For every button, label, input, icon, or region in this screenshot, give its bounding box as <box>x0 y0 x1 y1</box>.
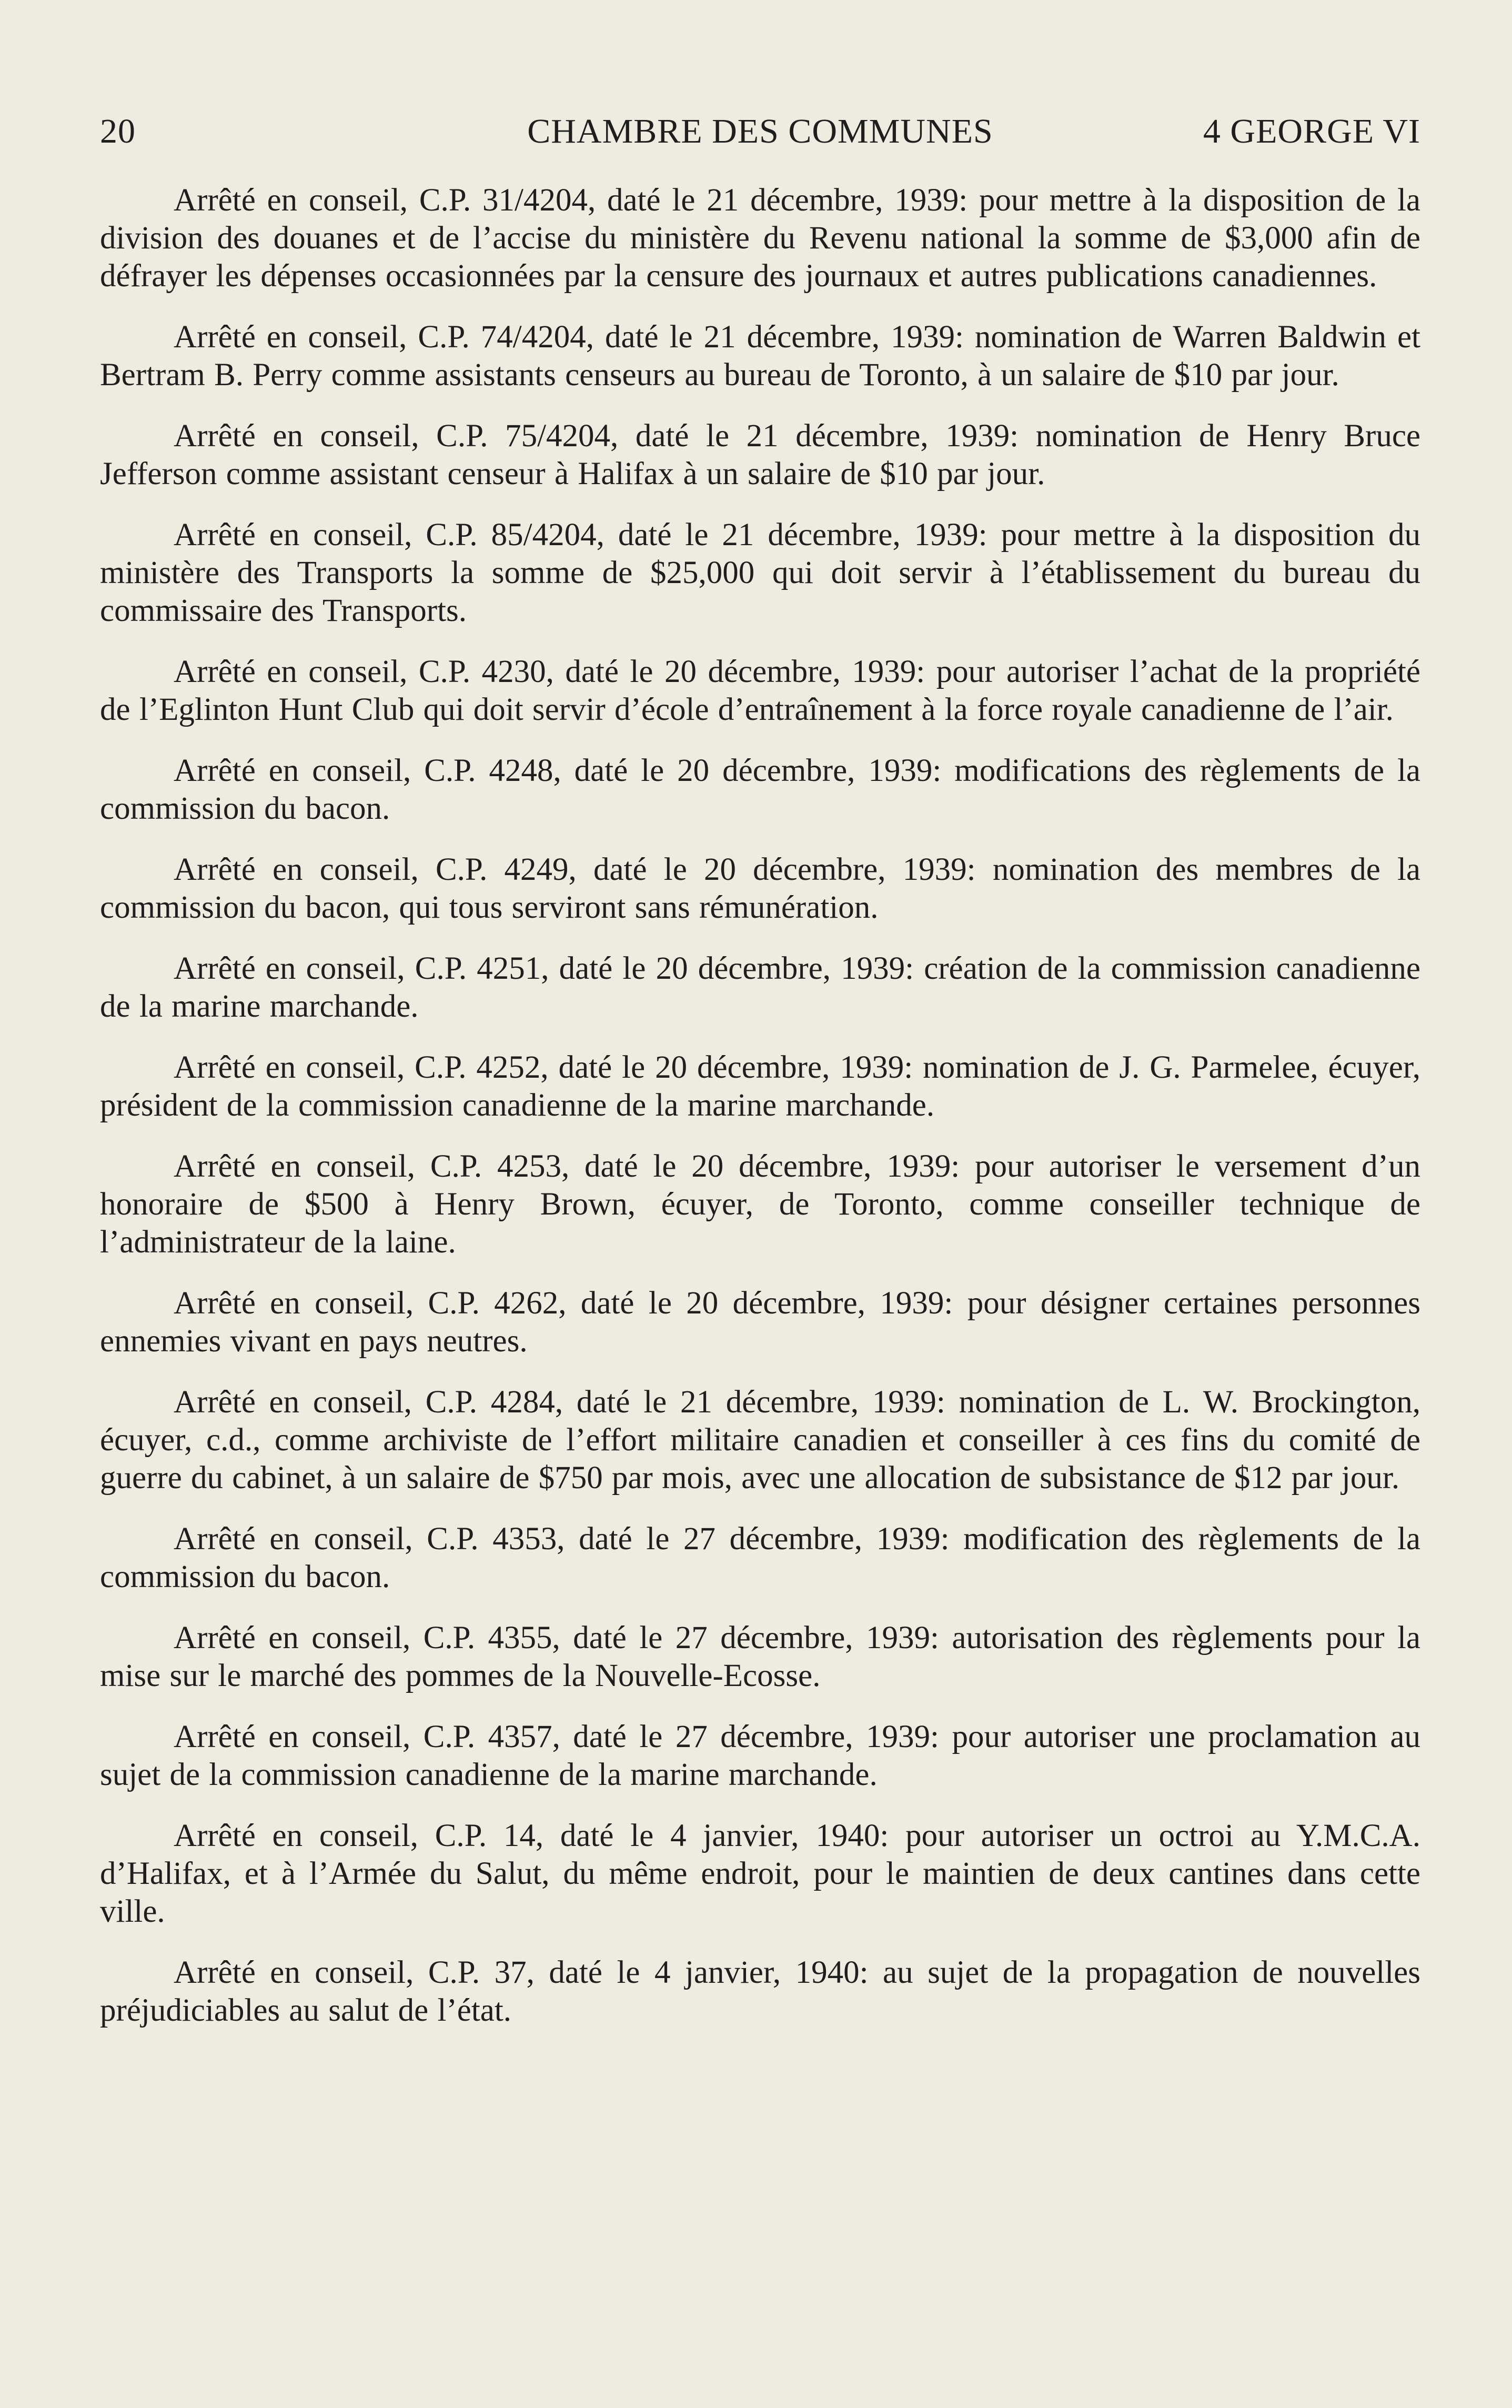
order-in-council-paragraph: Arrêté en conseil, C.P. 14, daté le 4 janvier, 1940: pour autoriser un octroi au Y.M.C.A. d’Halifax, et à l’Armée du Salut, du même endroit, pour le maintien de deux cantines dans cette ville. <box>100 1818 1420 1929</box>
order-in-council-paragraph: Arrêté en conseil, C.P. 4262, daté le 20 décembre, 1939: pour désigner certaines personnes ennemies vivant en pays neutres. <box>100 1286 1420 1359</box>
order-in-council-paragraph: Arrêté en conseil, C.P. 4252, daté le 20 décembre, 1939: nomination de J. G. Parmelee, écuyer, président de la commission canadienne de la marine marchande. <box>100 1050 1420 1123</box>
order-in-council-paragraph: Arrêté en conseil, C.P. 4249, daté le 20 décembre, 1939: nomination des membres de la commission du bacon, qui tous serviront sans rémunération. <box>100 852 1420 925</box>
order-in-council-paragraph: Arrêté en conseil, C.P. 4353, daté le 27 décembre, 1939: modification des règlements de la commission du bacon. <box>100 1521 1420 1594</box>
page-title: CHAMBRE DES COMMUNES <box>527 112 993 150</box>
order-in-council-paragraph: Arrêté en conseil, C.P. 4248, daté le 20 décembre, 1939: modifications des règlements de la commission du bacon. <box>100 753 1420 826</box>
page-body <box>100 182 1420 2053</box>
order-in-council-paragraph: Arrêté en conseil, C.P. 37, daté le 4 janvier, 1940: au sujet de la propagation de nouvelles préjudiciables au salut de l’état. <box>100 1955 1420 2028</box>
order-in-council-paragraph: Arrêté en conseil, C.P. 31/4204, daté le 21 décembre, 1939: pour mettre à la disposition de la division des douanes et de l’accise du ministère du Revenu national la somme de $3,000 afin de défrayer les dépenses occasionnées par la censure des journaux et autres publications canadiennes. <box>100 183 1420 294</box>
order-in-council-paragraph: Arrêté en conseil, C.P. 4251, daté le 20 décembre, 1939: création de la commission canadienne de la marine marchande. <box>100 951 1420 1024</box>
page-header <box>100 108 1420 155</box>
order-in-council-paragraph: Arrêté en conseil, C.P. 85/4204, daté le 21 décembre, 1939: pour mettre à la disposition du ministère des Transports la somme de $25,000 qui doit servir à l’établissement du bureau du commissaire des Transports. <box>100 517 1420 628</box>
order-in-council-paragraph: Arrêté en conseil, C.P. 4357, daté le 27 décembre, 1939: pour autoriser une proclamation au sujet de la commission canadienne de la marine marchande. <box>100 1719 1420 1792</box>
order-in-council-paragraph: Arrêté en conseil, C.P. 4253, daté le 20 décembre, 1939: pour autoriser le versement d’un honoraire de $500 à Henry Brown, écuyer, de Toronto, comme conseiller technique de l’administrateur de la laine. <box>100 1149 1420 1260</box>
order-in-council-paragraph: Arrêté en conseil, C.P. 74/4204, daté le 21 décembre, 1939: nomination de Warren Baldwin et Bertram B. Perry comme assistants censeurs au bureau de Toronto, à un salaire de $10 par jour. <box>100 319 1420 393</box>
order-in-council-paragraph: Arrêté en conseil, C.P. 4355, daté le 27 décembre, 1939: autorisation des règlements pour la mise sur le marché des pommes de la Nouvelle-Ecosse. <box>100 1620 1420 1693</box>
page-number: 20 <box>100 112 136 150</box>
order-in-council-paragraph: Arrêté en conseil, C.P. 4230, daté le 20 décembre, 1939: pour autoriser l’achat de la propriété de l’Eglinton Hunt Club qui doit servir d’école d’entraînement à la force royale canadienne de l’air. <box>100 654 1420 727</box>
order-in-council-paragraph: Arrêté en conseil, C.P. 75/4204, daté le 21 décembre, 1939: nomination de Henry Bruce Jefferson comme assistant censeur à Halifax à un salaire de $10 par jour. <box>100 418 1420 491</box>
order-in-council-paragraph: Arrêté en conseil, C.P. 4284, daté le 21 décembre, 1939: nomination de L. W. Brockington, écuyer, c.d., comme archiviste de l’effort militaire canadien et conseiller à ces fins du comité de guerre du cabinet, à un salaire de $750 par mois, avec une allocation de subsistance de $12 par jour. <box>100 1384 1420 1496</box>
reign-label: 4 GEORGE VI <box>1203 112 1420 150</box>
